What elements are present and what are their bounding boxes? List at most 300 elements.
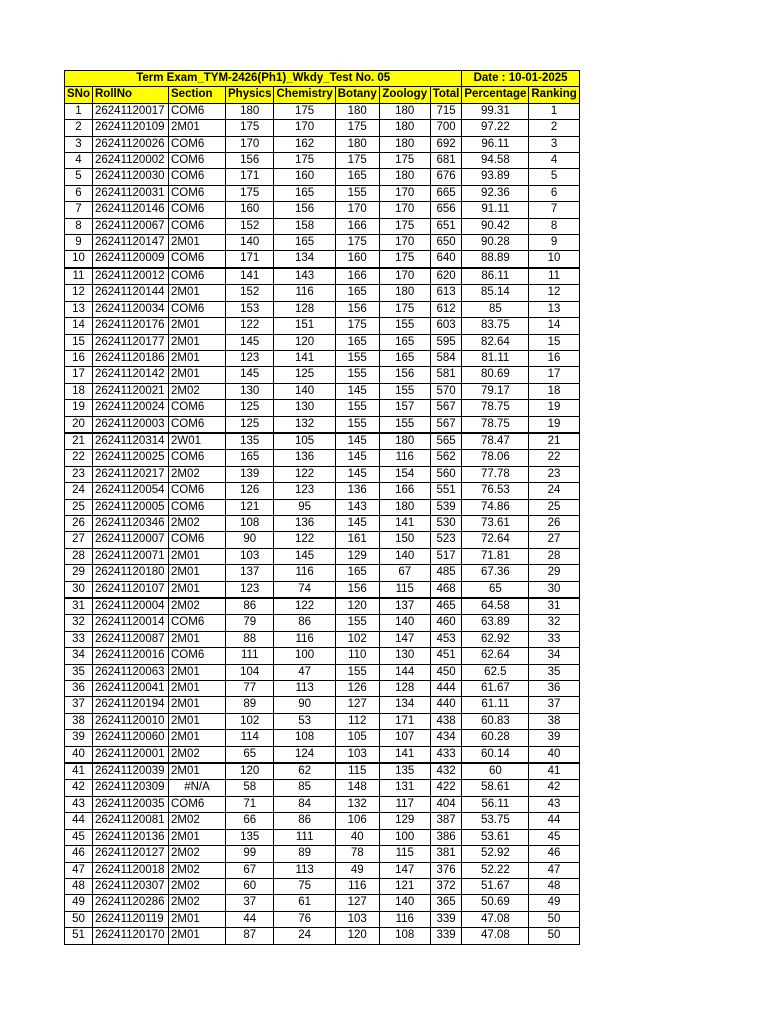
sno-cell: 31 (65, 598, 93, 615)
botany-cell: 143 (335, 499, 379, 515)
botany-cell: 116 (335, 878, 379, 894)
section-cell: COM6 (169, 153, 226, 169)
sno-cell: 13 (65, 301, 93, 317)
section-cell: COM6 (169, 416, 226, 433)
chemistry-cell: 116 (274, 285, 335, 301)
botany-cell: 49 (335, 862, 379, 878)
roll-no-cell: 26241120012 (93, 268, 169, 285)
chemistry-cell: 24 (274, 928, 335, 944)
percentage-cell: 88.89 (462, 251, 529, 268)
table-row (65, 202, 580, 218)
botany-cell: 106 (335, 813, 379, 829)
ranking-cell: 10 (529, 251, 579, 268)
percentage-cell: 83.75 (462, 318, 529, 334)
botany-cell: 105 (335, 730, 379, 746)
chemistry-cell: 130 (274, 400, 335, 416)
roll-no-cell: 26241120180 (93, 565, 169, 581)
ranking-cell: 42 (529, 780, 579, 796)
sno-cell: 23 (65, 466, 93, 482)
chemistry-cell: 136 (274, 450, 335, 466)
ranking-cell: 34 (529, 648, 579, 664)
chemistry-cell: 122 (274, 466, 335, 482)
table-row (65, 664, 580, 680)
section-cell: COM6 (169, 532, 226, 548)
percentage-cell: 94.58 (462, 153, 529, 169)
total-cell: 432 (430, 763, 462, 780)
table-row (65, 598, 580, 615)
table-row (65, 615, 580, 631)
percentage-cell: 52.92 (462, 846, 529, 862)
percentage-cell: 65 (462, 581, 529, 598)
section-cell: 2M02 (169, 846, 226, 862)
table-row (65, 813, 580, 829)
table-row (65, 911, 580, 927)
zoology-cell: 180 (379, 136, 430, 152)
roll-no-cell: 26241120021 (93, 383, 169, 399)
zoology-cell: 140 (379, 895, 430, 911)
table-row (65, 334, 580, 350)
botany-cell: 126 (335, 681, 379, 697)
roll-no-cell: 26241120217 (93, 466, 169, 482)
table-row (65, 103, 580, 119)
total-cell: 422 (430, 780, 462, 796)
sno-cell: 8 (65, 218, 93, 234)
section-cell: COM6 (169, 483, 226, 499)
botany-cell: 127 (335, 697, 379, 713)
botany-cell: 156 (335, 581, 379, 598)
physics-cell: 126 (226, 483, 274, 499)
ranking-cell: 15 (529, 334, 579, 350)
chemistry-cell: 113 (274, 862, 335, 878)
chemistry-cell: 105 (274, 433, 335, 450)
percentage-cell: 64.58 (462, 598, 529, 615)
roll-no-cell: 26241120017 (93, 103, 169, 119)
chemistry-cell: 76 (274, 911, 335, 927)
total-cell: 581 (430, 367, 462, 383)
column-header: Chemistry (274, 87, 335, 103)
chemistry-cell: 160 (274, 169, 335, 185)
total-cell: 523 (430, 532, 462, 548)
total-cell: 440 (430, 697, 462, 713)
botany-cell: 155 (335, 664, 379, 680)
total-cell: 570 (430, 383, 462, 399)
percentage-cell: 72.64 (462, 532, 529, 548)
total-cell: 444 (430, 681, 462, 697)
percentage-cell: 60 (462, 763, 529, 780)
chemistry-cell: 141 (274, 350, 335, 366)
chemistry-cell: 175 (274, 103, 335, 119)
total-cell: 665 (430, 185, 462, 201)
physics-cell: 175 (226, 120, 274, 136)
percentage-cell: 79.17 (462, 383, 529, 399)
physics-cell: 170 (226, 136, 274, 152)
column-header: Section (169, 87, 226, 103)
section-cell: COM6 (169, 218, 226, 234)
percentage-cell: 91.11 (462, 202, 529, 218)
table-row (65, 796, 580, 812)
roll-no-cell: 26241120314 (93, 433, 169, 450)
botany-cell: 155 (335, 615, 379, 631)
total-cell: 381 (430, 846, 462, 862)
section-cell: COM6 (169, 103, 226, 119)
section-cell: 2M01 (169, 350, 226, 366)
section-cell: 2M01 (169, 911, 226, 927)
table-row (65, 681, 580, 697)
physics-cell: 139 (226, 466, 274, 482)
table-row (65, 713, 580, 729)
table-row (65, 285, 580, 301)
physics-cell: 99 (226, 846, 274, 862)
roll-no-cell: 26241120035 (93, 796, 169, 812)
table-row (65, 499, 580, 515)
section-cell: COM6 (169, 136, 226, 152)
section-cell: COM6 (169, 185, 226, 201)
total-cell: 372 (430, 878, 462, 894)
total-cell: 386 (430, 829, 462, 845)
physics-cell: 89 (226, 697, 274, 713)
botany-cell: 110 (335, 648, 379, 664)
percentage-cell: 47.08 (462, 911, 529, 927)
zoology-cell: 175 (379, 301, 430, 317)
table-row (65, 532, 580, 548)
section-cell: 2M02 (169, 813, 226, 829)
ranking-cell: 9 (529, 235, 579, 251)
table-row (65, 383, 580, 399)
results-table (64, 70, 580, 945)
botany-cell: 120 (335, 598, 379, 615)
table-row (65, 697, 580, 713)
section-cell: COM6 (169, 499, 226, 515)
sno-cell: 37 (65, 697, 93, 713)
total-cell: 613 (430, 285, 462, 301)
sno-cell: 25 (65, 499, 93, 515)
physics-cell: 145 (226, 334, 274, 350)
sno-cell: 4 (65, 153, 93, 169)
physics-cell: 145 (226, 367, 274, 383)
botany-cell: 180 (335, 136, 379, 152)
table-row (65, 483, 580, 499)
section-cell: 2M01 (169, 285, 226, 301)
percentage-cell: 80.69 (462, 367, 529, 383)
chemistry-cell: 116 (274, 631, 335, 647)
ranking-cell: 21 (529, 433, 579, 450)
ranking-cell: 49 (529, 895, 579, 911)
sno-cell: 28 (65, 548, 93, 564)
total-cell: 339 (430, 911, 462, 927)
total-cell: 715 (430, 103, 462, 119)
roll-no-cell: 26241120136 (93, 829, 169, 845)
zoology-cell: 175 (379, 153, 430, 169)
chemistry-cell: 125 (274, 367, 335, 383)
table-row (65, 746, 580, 763)
percentage-cell: 53.75 (462, 813, 529, 829)
sno-cell: 46 (65, 846, 93, 862)
ranking-cell: 41 (529, 763, 579, 780)
botany-cell: 145 (335, 450, 379, 466)
section-cell: 2M02 (169, 878, 226, 894)
percentage-cell: 58.61 (462, 780, 529, 796)
botany-cell: 132 (335, 796, 379, 812)
sno-cell: 16 (65, 350, 93, 366)
roll-no-cell: 26241120031 (93, 185, 169, 201)
percentage-cell: 51.67 (462, 878, 529, 894)
column-header: SNo (65, 87, 93, 103)
chemistry-cell: 116 (274, 565, 335, 581)
botany-cell: 103 (335, 911, 379, 927)
section-cell: COM6 (169, 169, 226, 185)
chemistry-cell: 165 (274, 185, 335, 201)
percentage-cell: 73.61 (462, 515, 529, 531)
zoology-cell: 117 (379, 796, 430, 812)
percentage-cell: 52.22 (462, 862, 529, 878)
physics-cell: 135 (226, 433, 274, 450)
botany-cell: 175 (335, 318, 379, 334)
physics-cell: 171 (226, 251, 274, 268)
sno-cell: 41 (65, 763, 93, 780)
sno-cell: 7 (65, 202, 93, 218)
sno-cell: 11 (65, 268, 93, 285)
sno-cell: 5 (65, 169, 93, 185)
sno-cell: 27 (65, 532, 93, 548)
table-row (65, 829, 580, 845)
chemistry-cell: 165 (274, 235, 335, 251)
section-cell: 2M01 (169, 928, 226, 944)
table-row (65, 763, 580, 780)
percentage-cell: 50.69 (462, 895, 529, 911)
physics-cell: 165 (226, 450, 274, 466)
sno-cell: 2 (65, 120, 93, 136)
sno-cell: 9 (65, 235, 93, 251)
zoology-cell: 170 (379, 235, 430, 251)
total-cell: 438 (430, 713, 462, 729)
zoology-cell: 171 (379, 713, 430, 729)
section-cell: 2M02 (169, 383, 226, 399)
zoology-cell: 180 (379, 169, 430, 185)
botany-cell: 166 (335, 218, 379, 234)
table-row (65, 301, 580, 317)
sno-cell: 17 (65, 367, 93, 383)
section-cell: 2M01 (169, 763, 226, 780)
column-header: Zoology (379, 87, 430, 103)
table-row (65, 169, 580, 185)
table-row (65, 251, 580, 268)
section-cell: 2M01 (169, 334, 226, 350)
botany-cell: 78 (335, 846, 379, 862)
physics-cell: 152 (226, 285, 274, 301)
botany-cell: 175 (335, 153, 379, 169)
sno-cell: 12 (65, 285, 93, 301)
percentage-cell: 56.11 (462, 796, 529, 812)
sno-cell: 29 (65, 565, 93, 581)
ranking-cell: 35 (529, 664, 579, 680)
chemistry-cell: 74 (274, 581, 335, 598)
table-row (65, 466, 580, 482)
percentage-cell: 67.36 (462, 565, 529, 581)
total-cell: 376 (430, 862, 462, 878)
zoology-cell: 180 (379, 433, 430, 450)
table-row (65, 730, 580, 746)
table-row (65, 350, 580, 366)
botany-cell: 127 (335, 895, 379, 911)
zoology-cell: 100 (379, 829, 430, 845)
botany-cell: 155 (335, 400, 379, 416)
physics-cell: 123 (226, 350, 274, 366)
botany-cell: 102 (335, 631, 379, 647)
section-cell: 2M02 (169, 895, 226, 911)
physics-cell: 125 (226, 416, 274, 433)
percentage-cell: 61.67 (462, 681, 529, 697)
physics-cell: 90 (226, 532, 274, 548)
ranking-cell: 11 (529, 268, 579, 285)
table-row (65, 895, 580, 911)
physics-cell: 111 (226, 648, 274, 664)
ranking-cell: 2 (529, 120, 579, 136)
roll-no-cell: 26241120146 (93, 202, 169, 218)
sno-cell: 39 (65, 730, 93, 746)
ranking-cell: 25 (529, 499, 579, 515)
ranking-cell: 1 (529, 103, 579, 119)
chemistry-cell: 143 (274, 268, 335, 285)
ranking-cell: 8 (529, 218, 579, 234)
physics-cell: 104 (226, 664, 274, 680)
chemistry-cell: 61 (274, 895, 335, 911)
total-cell: 567 (430, 416, 462, 433)
physics-cell: 121 (226, 499, 274, 515)
section-cell: 2M01 (169, 548, 226, 564)
physics-cell: 141 (226, 268, 274, 285)
botany-cell: 156 (335, 301, 379, 317)
chemistry-cell: 90 (274, 697, 335, 713)
botany-cell: 166 (335, 268, 379, 285)
section-cell: 2M01 (169, 697, 226, 713)
zoology-cell: 115 (379, 846, 430, 862)
ranking-cell: 33 (529, 631, 579, 647)
ranking-cell: 46 (529, 846, 579, 862)
percentage-cell: 60.28 (462, 730, 529, 746)
roll-no-cell: 26241120054 (93, 483, 169, 499)
total-cell: 676 (430, 169, 462, 185)
section-cell: 2M01 (169, 664, 226, 680)
zoology-cell: 147 (379, 862, 430, 878)
percentage-cell: 81.11 (462, 350, 529, 366)
botany-cell: 161 (335, 532, 379, 548)
sno-cell: 22 (65, 450, 93, 466)
zoology-cell: 131 (379, 780, 430, 796)
chemistry-cell: 86 (274, 615, 335, 631)
zoology-cell: 116 (379, 450, 430, 466)
zoology-cell: 175 (379, 218, 430, 234)
ranking-cell: 50 (529, 928, 579, 944)
sno-cell: 44 (65, 813, 93, 829)
physics-cell: 175 (226, 185, 274, 201)
ranking-cell: 44 (529, 813, 579, 829)
chemistry-cell: 100 (274, 648, 335, 664)
zoology-cell: 165 (379, 334, 430, 350)
sno-cell: 45 (65, 829, 93, 845)
total-cell: 539 (430, 499, 462, 515)
ranking-cell: 22 (529, 450, 579, 466)
column-header: Percentage (462, 87, 529, 103)
chemistry-cell: 132 (274, 416, 335, 433)
botany-cell: 145 (335, 433, 379, 450)
percentage-cell: 62.5 (462, 664, 529, 680)
roll-no-cell: 26241120024 (93, 400, 169, 416)
zoology-cell: 180 (379, 103, 430, 119)
total-cell: 681 (430, 153, 462, 169)
roll-no-cell: 26241120005 (93, 499, 169, 515)
chemistry-cell: 140 (274, 383, 335, 399)
zoology-cell: 170 (379, 202, 430, 218)
zoology-cell: 140 (379, 615, 430, 631)
chemistry-cell: 86 (274, 813, 335, 829)
physics-cell: 77 (226, 681, 274, 697)
table-row (65, 268, 580, 285)
column-header: Total (430, 87, 462, 103)
ranking-cell: 47 (529, 862, 579, 878)
total-cell: 404 (430, 796, 462, 812)
sno-cell: 24 (65, 483, 93, 499)
physics-cell: 102 (226, 713, 274, 729)
ranking-cell: 27 (529, 532, 579, 548)
botany-cell: 155 (335, 367, 379, 383)
zoology-cell: 115 (379, 581, 430, 598)
roll-no-cell: 26241120147 (93, 235, 169, 251)
physics-cell: 123 (226, 581, 274, 598)
percentage-cell: 77.78 (462, 466, 529, 482)
chemistry-cell: 170 (274, 120, 335, 136)
zoology-cell: 170 (379, 268, 430, 285)
physics-cell: 58 (226, 780, 274, 796)
sno-cell: 34 (65, 648, 93, 664)
ranking-cell: 38 (529, 713, 579, 729)
section-cell: COM6 (169, 648, 226, 664)
chemistry-cell: 136 (274, 515, 335, 531)
table-body (65, 103, 580, 944)
total-cell: 565 (430, 433, 462, 450)
botany-cell: 165 (335, 169, 379, 185)
ranking-cell: 17 (529, 367, 579, 383)
ranking-cell: 40 (529, 746, 579, 763)
table-row (65, 433, 580, 450)
ranking-cell: 14 (529, 318, 579, 334)
total-cell: 485 (430, 565, 462, 581)
column-header: Physics (226, 87, 274, 103)
zoology-cell: 175 (379, 251, 430, 268)
column-header: Botany (335, 87, 379, 103)
table-row (65, 120, 580, 136)
physics-cell: 88 (226, 631, 274, 647)
roll-no-cell: 26241120194 (93, 697, 169, 713)
ranking-cell: 5 (529, 169, 579, 185)
roll-no-cell: 26241120060 (93, 730, 169, 746)
ranking-cell: 37 (529, 697, 579, 713)
roll-no-cell: 26241120087 (93, 631, 169, 647)
sno-cell: 42 (65, 780, 93, 796)
sno-cell: 21 (65, 433, 93, 450)
percentage-cell: 62.92 (462, 631, 529, 647)
total-cell: 640 (430, 251, 462, 268)
chemistry-cell: 162 (274, 136, 335, 152)
percentage-cell: 90.42 (462, 218, 529, 234)
section-cell: 2W01 (169, 433, 226, 450)
ranking-cell: 12 (529, 285, 579, 301)
sno-cell: 35 (65, 664, 93, 680)
table-row (65, 648, 580, 664)
percentage-cell: 78.06 (462, 450, 529, 466)
botany-cell: 112 (335, 713, 379, 729)
section-cell: 2M02 (169, 862, 226, 878)
roll-no-cell: 26241120039 (93, 763, 169, 780)
